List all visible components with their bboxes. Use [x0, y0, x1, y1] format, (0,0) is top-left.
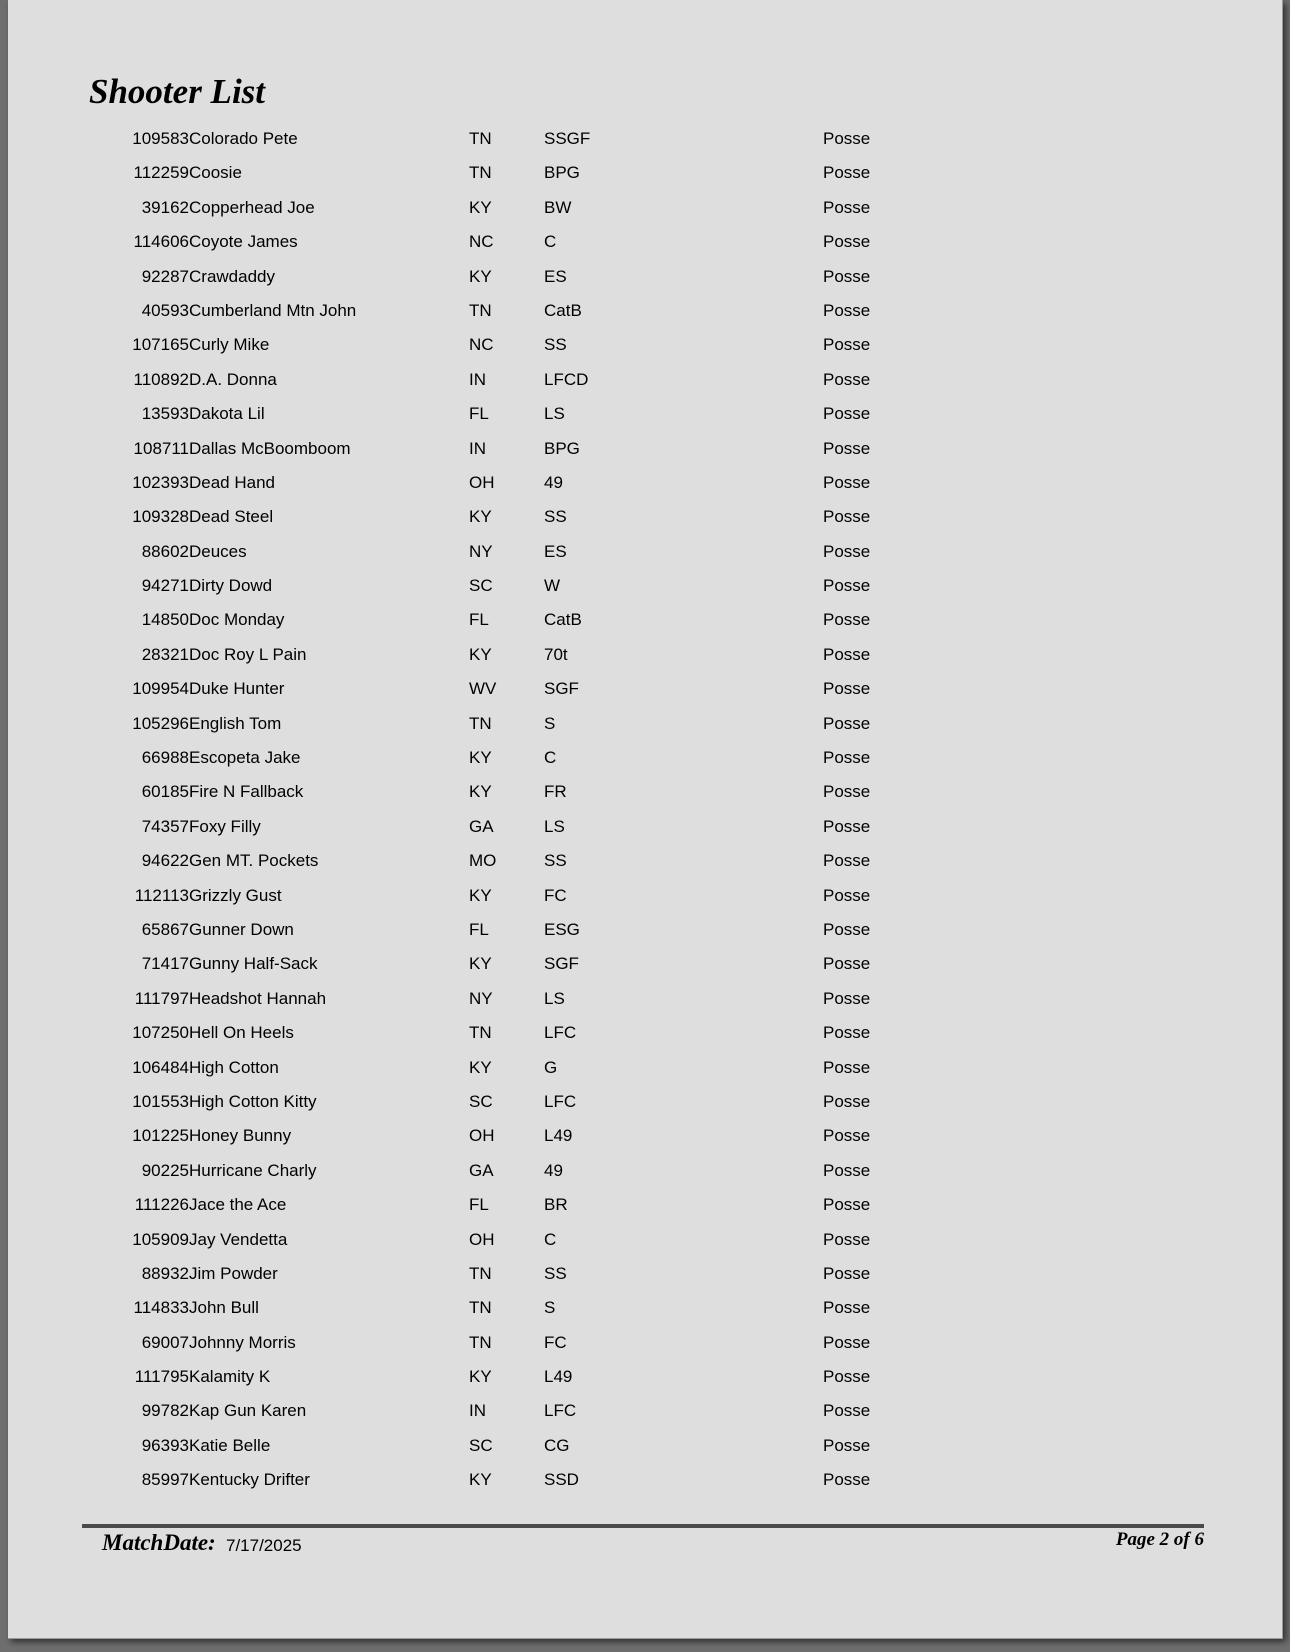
shooter-state: KY: [469, 954, 492, 974]
shooter-category: CatB: [544, 300, 582, 320]
shooter-name: Jim Powder: [189, 1263, 278, 1283]
shooter-id: 105296: [132, 713, 189, 733]
shooter-name: Cumberland Mtn John: [189, 300, 357, 320]
shooter-name: Kap Gun Karen: [189, 1401, 307, 1421]
shooter-id: 112113: [134, 885, 189, 905]
shooter-category: FC: [544, 1332, 567, 1352]
shooter-posse: Posse: [823, 1195, 871, 1215]
shooter-id: 110892: [133, 369, 189, 389]
shooter-name: Headshot Hannah: [189, 988, 327, 1008]
shooter-id: 101225: [132, 1126, 189, 1146]
shooter-id: 99782: [141, 1401, 189, 1421]
shooter-id: 111797: [134, 988, 189, 1008]
shooter-category: SS: [544, 851, 567, 871]
shooter-state: FL: [469, 610, 489, 630]
shooter-id: 94271: [141, 576, 189, 596]
shooter-id: 88932: [141, 1263, 189, 1283]
shooter-posse: Posse: [823, 472, 871, 492]
shooter-category: SS: [544, 507, 567, 527]
shooter-id: 66988: [141, 748, 189, 768]
shooter-name: Curly Mike: [189, 335, 270, 355]
shooter-posse: Posse: [823, 1435, 871, 1455]
shooter-id: 102393: [132, 472, 189, 492]
shooter-name: John Bull: [189, 1298, 259, 1318]
shooter-state: TN: [469, 1298, 492, 1318]
shooter-id: 88602: [141, 541, 189, 561]
shooter-name: High Cotton: [189, 1057, 279, 1077]
list-item: [8, 842, 1282, 876]
shooter-state: KY: [469, 266, 492, 286]
list-item: [8, 808, 1282, 842]
list-item: [8, 1049, 1282, 1083]
shooter-state: TN: [469, 1332, 492, 1352]
shooter-state: KY: [469, 782, 492, 802]
shooter-id: 90225: [141, 1160, 189, 1180]
shooter-name: Hurricane Charly: [189, 1160, 317, 1180]
shooter-name: D.A. Donna: [189, 369, 277, 389]
shooter-category: BR: [544, 1195, 568, 1215]
list-item: [8, 1392, 1282, 1426]
list-item: [8, 1117, 1282, 1151]
list-item: [8, 258, 1282, 292]
shooter-id: 109328: [132, 507, 189, 527]
shooter-category: W: [544, 576, 561, 596]
list-item: [8, 601, 1282, 635]
list-item: [8, 533, 1282, 567]
shooter-posse: Posse: [823, 782, 871, 802]
shooter-state: OH: [469, 1126, 495, 1146]
shooter-state: IN: [469, 369, 486, 389]
shooter-category: L49: [544, 1367, 573, 1387]
list-item: [8, 292, 1282, 326]
shooter-name: Copperhead Joe: [189, 197, 315, 217]
shooter-id: 109954: [132, 679, 189, 699]
shooter-posse: Posse: [823, 713, 871, 733]
shooter-state: TN: [469, 129, 492, 148]
list-item: [8, 223, 1282, 257]
shooter-name: Johnny Morris: [189, 1332, 296, 1352]
shooter-id: 60185: [141, 782, 189, 802]
shooter-id: 69007: [141, 1332, 189, 1352]
list-item: [8, 1289, 1282, 1323]
shooter-id: 107165: [132, 335, 189, 355]
shooter-posse: Posse: [823, 129, 871, 148]
shooter-posse: Posse: [823, 232, 871, 252]
shooter-category: G: [544, 1057, 558, 1077]
shooter-category: LFCD: [544, 369, 589, 389]
shooter-posse: Posse: [823, 919, 871, 939]
shooter-posse: Posse: [823, 576, 871, 596]
shooter-name: Dead Steel: [189, 507, 274, 527]
shooter-posse: Posse: [823, 1298, 871, 1318]
shooter-category: CatB: [544, 610, 582, 630]
shooter-id: 108711: [133, 438, 189, 458]
shooter-category: LS: [544, 988, 565, 1008]
shooter-id: 85997: [141, 1470, 189, 1490]
shooter-list: [8, 120, 1282, 1496]
shooter-name: Jay Vendetta: [189, 1229, 288, 1249]
shooter-name: Hell On Heels: [189, 1023, 294, 1043]
shooter-name: Dirty Dowd: [189, 576, 273, 596]
list-item: [8, 911, 1282, 945]
shooter-posse: Posse: [823, 197, 871, 217]
shooter-state: IN: [469, 1401, 486, 1421]
shooter-id: 94622: [141, 851, 189, 871]
shooter-category: LFC: [544, 1023, 577, 1043]
shooter-category: BPG: [544, 438, 580, 458]
shooter-category: SSD: [544, 1470, 579, 1490]
shooter-id: 109583: [132, 129, 189, 148]
list-item: [8, 361, 1282, 395]
list-item: [8, 739, 1282, 773]
list-item: [8, 120, 1282, 154]
shooter-id: 14850: [141, 610, 189, 630]
shooter-state: NC: [469, 335, 494, 355]
shooter-state: TN: [469, 1023, 492, 1043]
shooter-state: WV: [469, 679, 497, 699]
shooter-category: BW: [544, 197, 572, 217]
shooter-category: L49: [544, 1126, 573, 1146]
shooter-posse: Posse: [823, 438, 871, 458]
shooter-id: 74357: [141, 816, 189, 836]
shooter-id: 13593: [141, 404, 189, 424]
list-item: [8, 395, 1282, 429]
list-item: [8, 430, 1282, 464]
shooter-state: FL: [469, 404, 489, 424]
shooter-posse: Posse: [823, 300, 871, 320]
shooter-name: Honey Bunny: [189, 1126, 292, 1146]
shooter-posse: Posse: [823, 1229, 871, 1249]
shooter-category: BPG: [544, 163, 580, 183]
shooter-id: 40593: [141, 300, 189, 320]
shooter-posse: Posse: [823, 1367, 871, 1387]
shooter-id: 92287: [141, 266, 189, 286]
list-item: [8, 1324, 1282, 1358]
shooter-state: TN: [469, 713, 492, 733]
shooter-name: Dead Hand: [189, 472, 276, 492]
shooter-state: TN: [469, 163, 492, 183]
shooter-category: FR: [544, 782, 567, 802]
shooter-category: ES: [544, 541, 567, 561]
shooter-id: 71417: [141, 954, 189, 974]
shooter-name: Dallas McBoomboom: [189, 438, 351, 458]
shooter-state: NC: [469, 232, 494, 252]
shooter-name: Foxy Filly: [189, 816, 261, 836]
shooter-name: Jace the Ace: [189, 1195, 287, 1215]
shooter-name: Grizzly Gust: [189, 885, 282, 905]
shooter-category: SS: [544, 1263, 567, 1283]
shooter-state: GA: [469, 1160, 494, 1180]
shooter-id: 39162: [141, 197, 189, 217]
shooter-state: SC: [469, 1091, 493, 1111]
shooter-posse: Posse: [823, 404, 871, 424]
shooter-posse: Posse: [823, 610, 871, 630]
shooter-category: CG: [544, 1435, 570, 1455]
list-item: [8, 980, 1282, 1014]
shooter-category: ES: [544, 266, 567, 286]
shooter-state: SC: [469, 576, 493, 596]
shooter-state: TN: [469, 300, 492, 320]
shooter-state: KY: [469, 507, 492, 527]
shooter-posse: Posse: [823, 816, 871, 836]
shooter-id: 111226: [134, 1195, 189, 1215]
list-item: [8, 670, 1282, 704]
shooter-category: LS: [544, 816, 565, 836]
shooter-id: 28321: [141, 644, 189, 664]
list-item: [8, 877, 1282, 911]
list-item: [8, 464, 1282, 498]
shooter-id: 105909: [132, 1229, 189, 1249]
shooter-name: Dakota Lil: [189, 404, 265, 424]
shooter-name: Escopeta Jake: [189, 748, 301, 768]
shooter-id: 107250: [132, 1023, 189, 1043]
report-page: [8, 0, 1283, 1639]
shooter-posse: Posse: [823, 885, 871, 905]
list-item: [8, 1427, 1282, 1461]
list-item: [8, 636, 1282, 670]
shooter-posse: Posse: [823, 954, 871, 974]
shooter-category: 70t: [544, 644, 568, 664]
shooter-state: NY: [469, 988, 493, 1008]
shooter-state: FL: [469, 1195, 489, 1215]
shooter-name: Gen MT. Pockets: [189, 851, 319, 871]
shooter-state: KY: [469, 197, 492, 217]
shooter-name: Deuces: [189, 541, 247, 561]
shooter-name: Colorado Pete: [189, 129, 298, 148]
shooter-name: Coosie: [189, 163, 242, 183]
shooter-posse: Posse: [823, 541, 871, 561]
shooter-name: Fire N Fallback: [189, 782, 304, 802]
shooter-name: English Tom: [189, 713, 282, 733]
shooter-id: 114833: [133, 1298, 189, 1318]
shooter-category: SGF: [544, 679, 579, 699]
list-item: [8, 498, 1282, 532]
shooter-name: Coyote James: [189, 232, 298, 252]
shooter-posse: Posse: [823, 507, 871, 527]
shooter-state: KY: [469, 644, 492, 664]
footer-divider: [82, 1524, 1204, 1528]
shooter-posse: Posse: [823, 1332, 871, 1352]
shooter-state: NY: [469, 541, 493, 561]
shooter-state: KY: [469, 885, 492, 905]
page-number: Page 2 of 6: [1115, 1529, 1204, 1550]
shooter-category: 49: [544, 472, 563, 492]
list-item: [8, 705, 1282, 739]
shooter-category: SGF: [544, 954, 579, 974]
match-date-label: MatchDate:: [102, 1530, 216, 1555]
shooter-posse: Posse: [823, 679, 871, 699]
list-item: [8, 1461, 1282, 1495]
shooter-category: C: [544, 1229, 557, 1249]
shooter-id: 114606: [133, 232, 189, 252]
shooter-id: 101553: [132, 1091, 189, 1111]
shooter-name: Duke Hunter: [189, 679, 285, 699]
shooter-state: IN: [469, 438, 486, 458]
shooter-state: TN: [469, 1263, 492, 1283]
shooter-posse: Posse: [823, 1023, 871, 1043]
shooter-name: High Cotton Kitty: [189, 1091, 317, 1111]
list-item: [8, 1255, 1282, 1289]
shooter-posse: Posse: [823, 1126, 871, 1146]
list-item: [8, 154, 1282, 188]
shooter-id: 111795: [134, 1367, 189, 1387]
list-item: [8, 1014, 1282, 1048]
list-item: [8, 1083, 1282, 1117]
shooter-posse: Posse: [823, 369, 871, 389]
shooter-name: Gunny Half-Sack: [189, 954, 318, 974]
shooter-posse: Posse: [823, 1263, 871, 1283]
shooter-category: 49: [544, 1160, 563, 1180]
list-item: [8, 1358, 1282, 1392]
shooter-state: KY: [469, 1057, 492, 1077]
shooter-name: Gunner Down: [189, 919, 294, 939]
shooter-name: Doc Monday: [189, 610, 285, 630]
list-item: [8, 189, 1282, 223]
shooter-name: Doc Roy L Pain: [189, 644, 307, 664]
shooter-id: 106484: [132, 1057, 189, 1077]
list-item: [8, 326, 1282, 360]
list-item: [8, 773, 1282, 807]
list-item: [8, 567, 1282, 601]
match-date-value: 7/17/2025: [226, 1536, 302, 1555]
shooter-category: S: [544, 713, 556, 733]
shooter-posse: Posse: [823, 1057, 871, 1077]
shooter-state: GA: [469, 816, 494, 836]
shooter-state: SC: [469, 1435, 493, 1455]
list-item: [8, 1186, 1282, 1220]
shooter-state: KY: [469, 748, 492, 768]
shooter-name: Kentucky Drifter: [189, 1470, 310, 1490]
shooter-posse: Posse: [823, 988, 871, 1008]
shooter-category: SS: [544, 335, 567, 355]
shooter-category: SSGF: [544, 129, 591, 148]
shooter-posse: Posse: [823, 851, 871, 871]
shooter-id: 112259: [133, 163, 189, 183]
shooter-posse: Posse: [823, 335, 871, 355]
shooter-posse: Posse: [823, 644, 871, 664]
shooter-category: C: [544, 232, 557, 252]
shooter-id: 65867: [141, 919, 189, 939]
shooter-name: Crawdaddy: [189, 266, 275, 286]
shooter-name: Kalamity K: [189, 1367, 271, 1387]
shooter-category: LFC: [544, 1401, 577, 1421]
shooter-posse: Posse: [823, 266, 871, 286]
shooter-name: Katie Belle: [189, 1435, 271, 1455]
list-item: [8, 1221, 1282, 1255]
shooter-category: C: [544, 748, 557, 768]
page-title: Shooter List: [89, 72, 266, 111]
shooter-state: KY: [469, 1470, 492, 1490]
shooter-category: FC: [544, 885, 567, 905]
shooter-category: LS: [544, 404, 565, 424]
shooter-state: KY: [469, 1367, 492, 1387]
shooter-id: 96393: [141, 1435, 189, 1455]
shooter-posse: Posse: [823, 748, 871, 768]
shooter-category: S: [544, 1298, 556, 1318]
list-item: [8, 945, 1282, 979]
shooter-state: OH: [469, 1229, 495, 1249]
shooter-state: MO: [469, 851, 497, 871]
shooter-category: ESG: [544, 919, 580, 939]
shooter-category: LFC: [544, 1091, 577, 1111]
shooter-posse: Posse: [823, 1160, 871, 1180]
shooter-posse: Posse: [823, 1470, 871, 1490]
shooter-posse: Posse: [823, 1091, 871, 1111]
shooter-state: FL: [469, 919, 489, 939]
shooter-posse: Posse: [823, 163, 871, 183]
shooter-posse: Posse: [823, 1401, 871, 1421]
shooter-state: OH: [469, 472, 495, 492]
list-item: [8, 1152, 1282, 1186]
